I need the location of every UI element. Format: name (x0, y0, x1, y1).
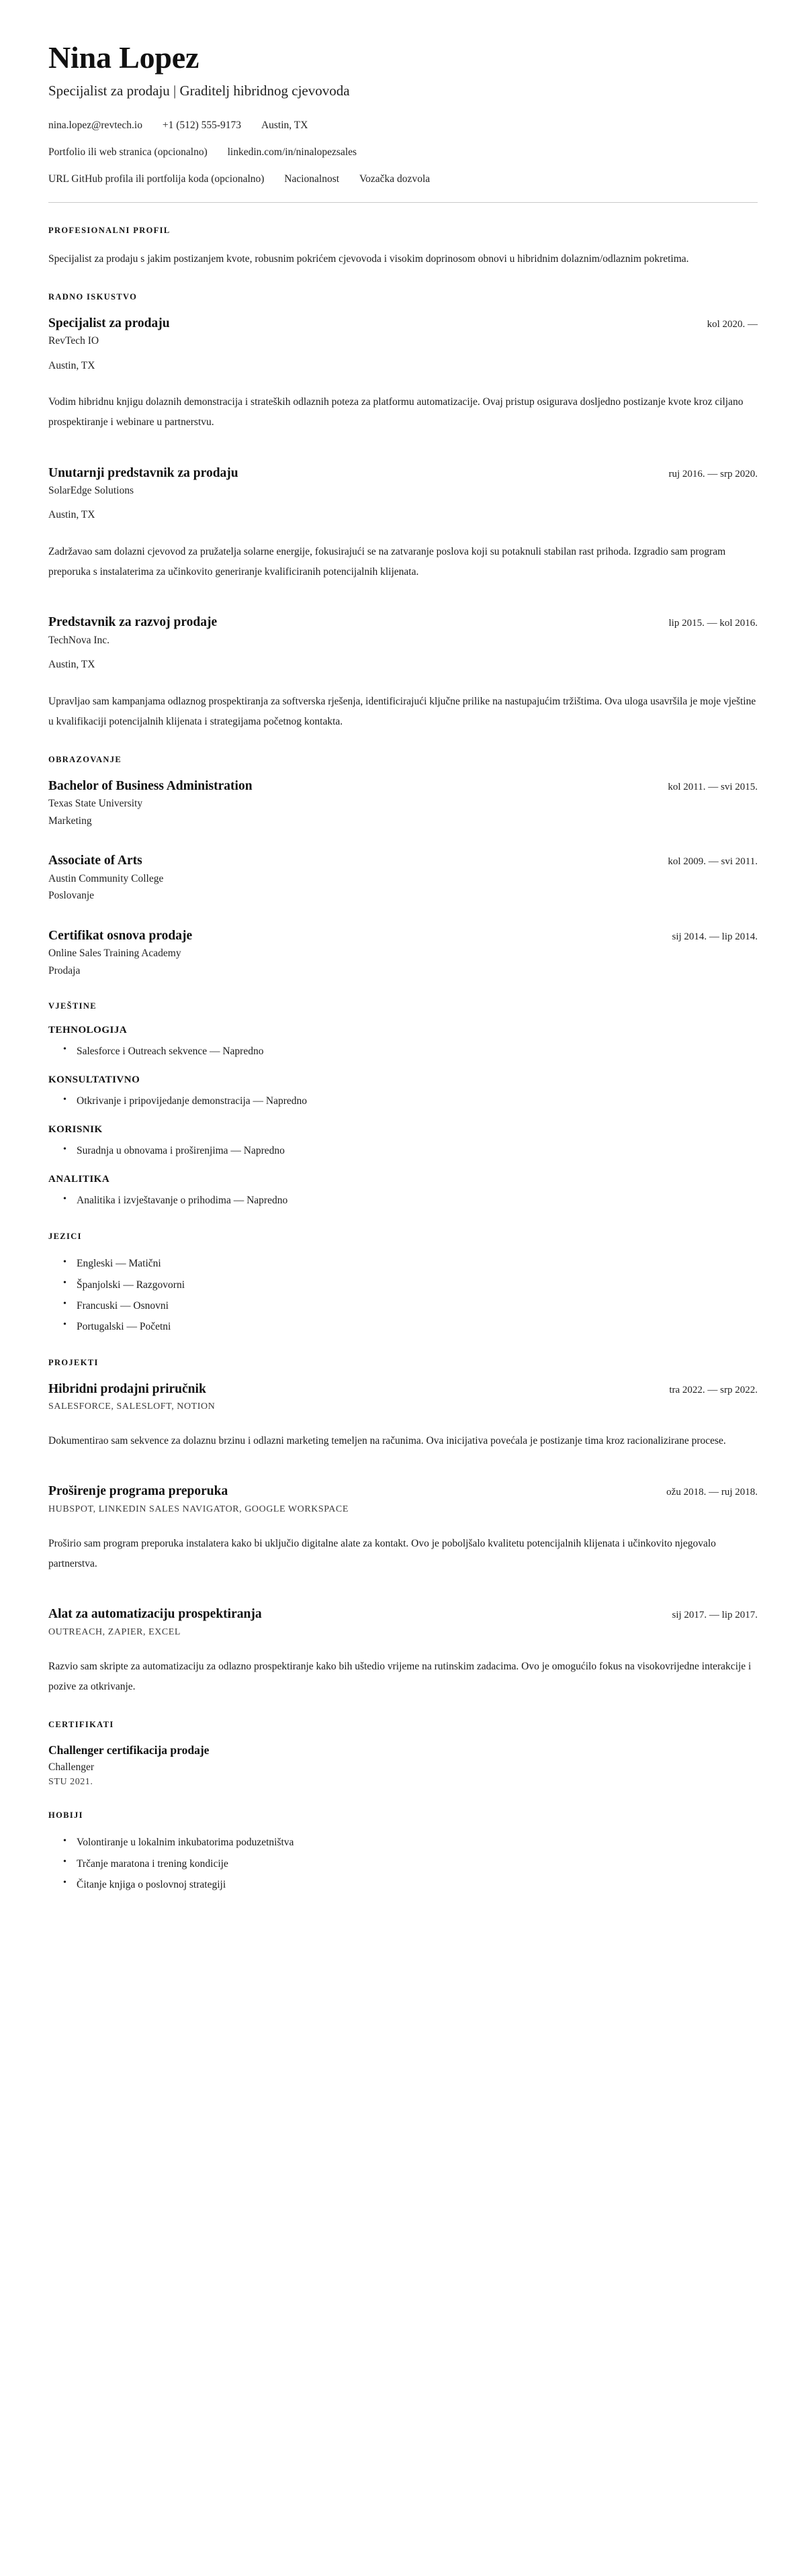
education-dates: kol 2011. — svi 2015. (668, 782, 758, 793)
certificate-item (48, 1743, 758, 1788)
experience-company: SolarEdge Solutions (48, 484, 134, 496)
language-item: • Portugalski — Početni (63, 1318, 758, 1335)
section-title-languages: JEZICI (48, 1232, 82, 1242)
experience-role: Unutarnji predstavnik za prodaju (48, 465, 238, 480)
project-name: Hibridni prodajni priručnik (48, 1381, 206, 1396)
entry-spacer (48, 440, 758, 465)
skill-list (48, 1093, 758, 1109)
experience-dates: ruj 2016. — srp 2020. (668, 468, 758, 479)
project-tech-stack: OUTREACH, ZAPIER, EXCEL (48, 1626, 181, 1637)
experience-item-head (48, 465, 758, 481)
certificate-date: STU 2021. (48, 1777, 93, 1788)
skill-group-name: KONSULTATIVNO (48, 1074, 140, 1086)
experience-item (48, 614, 758, 732)
section-title-experience: RADNO ISKUSTVO (48, 291, 138, 302)
header-divider (48, 202, 758, 203)
hobby-item: • Volontiranje u lokalnim inkubatorima poduzetništva (63, 1834, 758, 1851)
skill-list (48, 1192, 758, 1209)
project-description: Dokumentirao sam sekvence za dolaznu brzinu i odlazni marketing temeljen na računima. Ova inicijativa povećala je postizanje tima kroz racionalizirane procese. (48, 1435, 726, 1447)
entry-spacer (48, 835, 758, 853)
experience-item (48, 465, 758, 583)
project-item (48, 1483, 758, 1574)
experience-dates: kol 2020. — (707, 318, 758, 330)
education-item-head (48, 853, 758, 869)
experience-location: Austin, TX (48, 659, 95, 671)
education-item-head (48, 928, 758, 944)
hobby-item: • Trčanje maratona i trening kondicije (63, 1855, 758, 1872)
experience-location: Austin, TX (48, 509, 95, 521)
education-school: Online Sales Training Academy (48, 948, 181, 960)
section-title-skills: VJEŠTINE (48, 1001, 97, 1011)
project-dates: tra 2022. — srp 2022. (669, 1384, 758, 1395)
language-list (48, 1255, 758, 1334)
contact-location: Austin, TX (261, 119, 308, 131)
skill-item: • Salesforce i Outreach sekvence — Napredno (63, 1043, 758, 1060)
section-projects (48, 1358, 758, 1697)
contact-line-primary (48, 118, 758, 133)
project-item-head (48, 1483, 758, 1500)
education-field: Prodaja (48, 964, 81, 976)
skill-group (48, 1074, 758, 1109)
contact-nationality-placeholder: Nacionalnost (284, 173, 340, 185)
language-item: • Engleski — Matični (63, 1255, 758, 1272)
experience-description: Zadržavao sam dolazni cjevovod za pružatelja solarne energije, fokusirajući se na zatvaranje poslova koji su potaknuli stabilan rast prihoda. Izgradio sam program preporuka s instalaterima za učinkovito generiranje kvalificiranih potencijalnih klijenata. (48, 545, 726, 578)
contact-github-placeholder[interactable]: URL GitHub profila ili portfolija koda (opcionalno) (48, 173, 265, 185)
project-tech-stack: SALESFORCE, SALESLOFT, NOTION (48, 1401, 216, 1412)
certificate-name: Challenger certifikacija prodaje (48, 1743, 210, 1757)
project-name: Alat za automatizaciju prospektiranja (48, 1607, 262, 1622)
project-item-head (48, 1381, 758, 1397)
education-item-head (48, 778, 758, 794)
education-field: Marketing (48, 815, 92, 827)
hobby-list (48, 1834, 758, 1892)
project-tech-stack: HUBSPOT, LINKEDIN SALES NAVIGATOR, GOOGLE WORKSPACE (48, 1504, 349, 1514)
skill-group (48, 1124, 758, 1159)
education-school: Austin Community College (48, 872, 164, 884)
contact-line-extra (48, 171, 758, 187)
experience-item-head (48, 614, 758, 631)
contact-phone[interactable]: +1 (512) 555-9173 (162, 119, 242, 131)
entry-spacer (48, 589, 758, 614)
education-dates: kol 2009. — svi 2011. (668, 856, 758, 868)
education-school: Texas State University (48, 798, 143, 810)
education-item (48, 928, 758, 978)
project-name: Proširenje programa preporuka (48, 1484, 228, 1499)
skill-list (48, 1142, 758, 1159)
skill-item: • Suradnja u obnovama i proširenjima — Napredno (63, 1142, 758, 1159)
project-item-head (48, 1606, 758, 1622)
section-skills (48, 1001, 758, 1209)
section-languages (48, 1232, 758, 1334)
experience-company: RevTech IO (48, 335, 99, 347)
education-degree: Associate of Arts (48, 854, 142, 868)
language-item: • Francuski — Osnovni (63, 1297, 758, 1314)
section-title-education: OBRAZOVANJE (48, 755, 122, 765)
experience-company: TechNova Inc. (48, 634, 110, 646)
project-item (48, 1606, 758, 1697)
section-certificates (48, 1720, 758, 1788)
skill-group-name: KORISNIK (48, 1124, 103, 1136)
contact-line-web (48, 144, 758, 160)
education-item (48, 853, 758, 903)
skill-group (48, 1174, 758, 1209)
section-hobbies (48, 1810, 758, 1892)
section-title-certificates: CERTIFIKATI (48, 1720, 114, 1730)
section-title-projects: PROJEKTI (48, 1357, 99, 1367)
contact-driving-licence-placeholder: Vozačka dozvola (359, 173, 431, 185)
section-title-hobbies: HOBIJI (48, 1810, 83, 1821)
experience-item-head (48, 316, 758, 332)
project-dates: sij 2017. — lip 2017. (672, 1610, 758, 1621)
education-item (48, 778, 758, 829)
experience-item (48, 316, 758, 433)
experience-description: Upravljao sam kampanjama odlaznog prospektiranja za softverska rješenja, identificirajući ključne prilike na nastupajućim tržištima. Ova uloga usavršila je moje vještine u kvalifikaciji potencijalnih klijenata i strategijama početnog kontakta. (48, 695, 756, 727)
education-dates: sij 2014. — lip 2014. (672, 931, 758, 942)
education-degree: Certifikat osnova prodaje (48, 928, 193, 943)
skill-group (48, 1025, 758, 1060)
project-description: Razvio sam skripte za automatizaciju za odlazno prospektiranje kako bih uštedio vrijeme na rutinskim zadacima. Ovo je omogućilo fokus na visokovrijedne interakcije i pozive za otkrivanje. (48, 1660, 752, 1692)
candidate-name: Nina Lopez (48, 40, 199, 75)
section-title-profile: PROFESIONALNI PROFIL (48, 225, 171, 235)
entry-spacer (48, 1581, 758, 1606)
candidate-headline: Specijalist za prodaju | Graditelj hibridnog cjevovoda (48, 82, 350, 99)
language-item: • Španjolski — Razgovorni (63, 1277, 758, 1293)
entry-spacer (48, 911, 758, 928)
skill-group-name: ANALITIKA (48, 1174, 110, 1185)
project-item (48, 1381, 758, 1452)
resume-header (48, 40, 758, 203)
contact-portfolio-placeholder[interactable]: Portfolio ili web stranica (opcionalno) (48, 146, 208, 158)
project-description: Proširio sam program preporuka instalatera kako bi uključio digitalne alate za kontakt. Ovo je poboljšalo kvalitetu potencijalnih klijenata i učinkovito njegovalo partnerstva. (48, 1537, 716, 1570)
hobby-item: • Čitanje knjiga o poslovnoj strategiji (63, 1876, 758, 1893)
experience-dates: lip 2015. — kol 2016. (668, 618, 758, 629)
skill-group-name: TEHNOLOGIJA (48, 1024, 128, 1036)
certificate-issuer: Challenger (48, 1761, 95, 1773)
contact-email[interactable]: nina.lopez@revtech.io (48, 119, 142, 131)
skill-item: • Analitika i izvještavanje o prihodima — Napredno (63, 1192, 758, 1209)
experience-location: Austin, TX (48, 359, 95, 371)
education-field: Poslovanje (48, 890, 95, 902)
project-dates: ožu 2018. — ruj 2018. (666, 1487, 758, 1498)
section-profile (48, 226, 758, 269)
contact-linkedin[interactable]: linkedin.com/in/ninalopezsales (227, 146, 357, 158)
skill-list (48, 1043, 758, 1060)
resume-sheet (48, 40, 758, 1893)
skill-item: • Otkrivanje i pripovijedanje demonstracija — Napredno (63, 1093, 758, 1109)
section-education (48, 755, 758, 978)
experience-role: Specijalist za prodaju (48, 316, 170, 330)
experience-description: Vodim hibridnu knjigu dolaznih demonstracija i strateških odlaznih poteza za platformu automatizacije. Ovaj pristup osigurava dosljedno postizanje kvote kroz ciljano prospektiranje i webinare u partnerstvu. (48, 396, 744, 428)
education-degree: Bachelor of Business Administration (48, 779, 253, 794)
entry-spacer (48, 1458, 758, 1483)
experience-role: Predstavnik za razvoj prodaje (48, 615, 218, 630)
profile-summary-text: Specijalist za prodaju s jakim postizanjem kvote, robusnim pokrićem cjevovoda i visokim doprinosom obnovi u hibridnim dolaznim/odlaznim pokretima. (48, 252, 689, 265)
section-experience (48, 292, 758, 732)
